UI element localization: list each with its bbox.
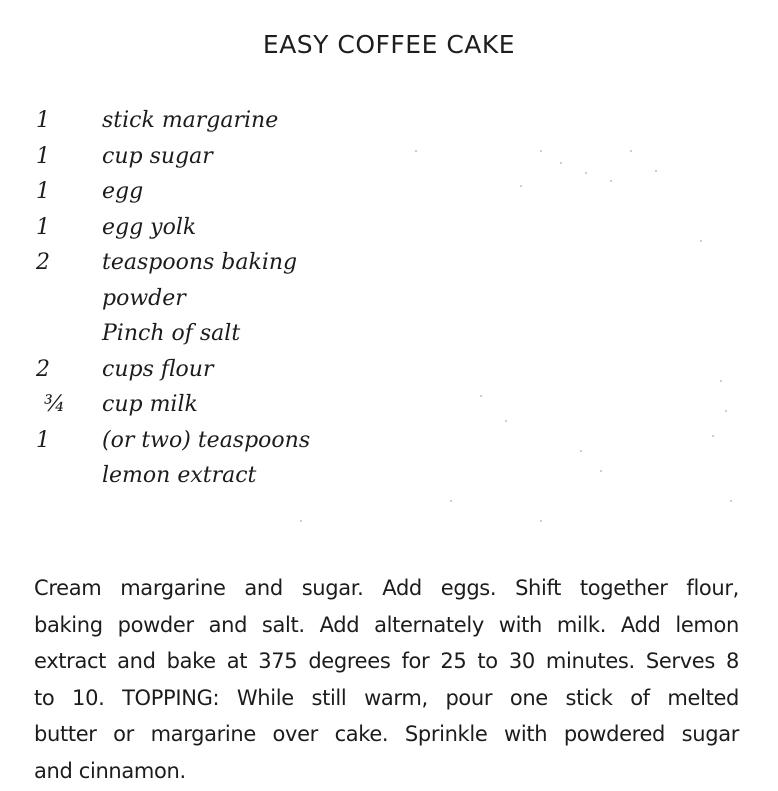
scan-speck: [700, 240, 702, 242]
ingredient-quantity: 1: [36, 214, 50, 240]
ingredient-quantity: 1: [36, 427, 50, 453]
scan-speck: [720, 380, 722, 382]
scan-speck: [712, 435, 714, 437]
scan-speck: [730, 500, 732, 502]
scan-speck: [655, 170, 657, 172]
scan-speck: [560, 162, 562, 164]
ingredient-row: [0, 215, 778, 251]
ingredient-row: [0, 428, 778, 464]
ingredient-name: stick margarine: [102, 108, 279, 133]
ingredient-row: [0, 250, 778, 286]
recipe-title: EASY COFFEE CAKE: [262, 30, 516, 59]
scan-speck: [480, 395, 482, 397]
ingredient-row: [0, 321, 778, 357]
ingredient-name: cup sugar: [102, 143, 213, 169]
scan-speck: [725, 410, 727, 412]
ingredient-quantity: ¾: [44, 392, 66, 417]
scan-speck: [450, 500, 452, 502]
ingredient-quantity: 1: [36, 143, 50, 169]
ingredient-row: [0, 179, 778, 215]
ingredient-row: [0, 286, 778, 322]
directions-line: and cinnamon.: [34, 758, 186, 783]
scan-speck: [415, 150, 417, 152]
ingredient-name: cups flour: [102, 356, 214, 382]
ingredient-quantity: 2: [36, 356, 50, 382]
scan-speck: [520, 185, 522, 187]
directions-line: Cream margarine and sugar. Add eggs. Shift together flour,: [34, 576, 739, 600]
ingredient-name: teaspoons baking: [102, 250, 298, 275]
scan-speck: [300, 520, 302, 522]
scan-speck: [610, 180, 612, 182]
directions-line: to 10. TOPPING: While still warm, pour one stick of melted: [34, 685, 739, 710]
ingredient-name: lemon extract: [102, 463, 257, 488]
ingredient-name: cup milk: [102, 392, 198, 417]
ingredient-row: [0, 463, 778, 499]
ingredient-quantity: 2: [36, 250, 50, 275]
ingredient-name: powder: [102, 285, 186, 311]
scan-speck: [540, 520, 542, 522]
scan-speck: [505, 420, 507, 422]
directions-line: baking powder and salt. Add alternately with milk. Add lemon: [34, 612, 739, 637]
ingredient-row: [0, 392, 778, 428]
ingredient-row: [0, 108, 778, 144]
ingredient-name: Pinch of salt: [102, 321, 241, 346]
directions-line: butter or margarine over cake. Sprinkle with powdered sugar: [34, 722, 739, 746]
scan-speck: [600, 470, 602, 472]
directions-line: extract and bake at 375 degrees for 25 to 30 minutes. Serves 8: [34, 649, 739, 673]
ingredient-list: [0, 108, 778, 499]
ingredient-row: [0, 144, 778, 180]
recipe-directions: [34, 570, 739, 789]
ingredient-quantity: 1: [36, 108, 50, 133]
ingredient-name: egg: [102, 179, 144, 204]
ingredient-row: [0, 357, 778, 393]
scan-speck: [540, 150, 542, 152]
scan-speck: [580, 450, 582, 452]
scan-speck: [630, 150, 632, 152]
ingredient-name: (or two) teaspoons: [102, 427, 311, 453]
ingredient-quantity: 1: [36, 179, 50, 204]
scan-speck: [585, 172, 587, 174]
ingredient-name: egg yolk: [102, 214, 197, 240]
